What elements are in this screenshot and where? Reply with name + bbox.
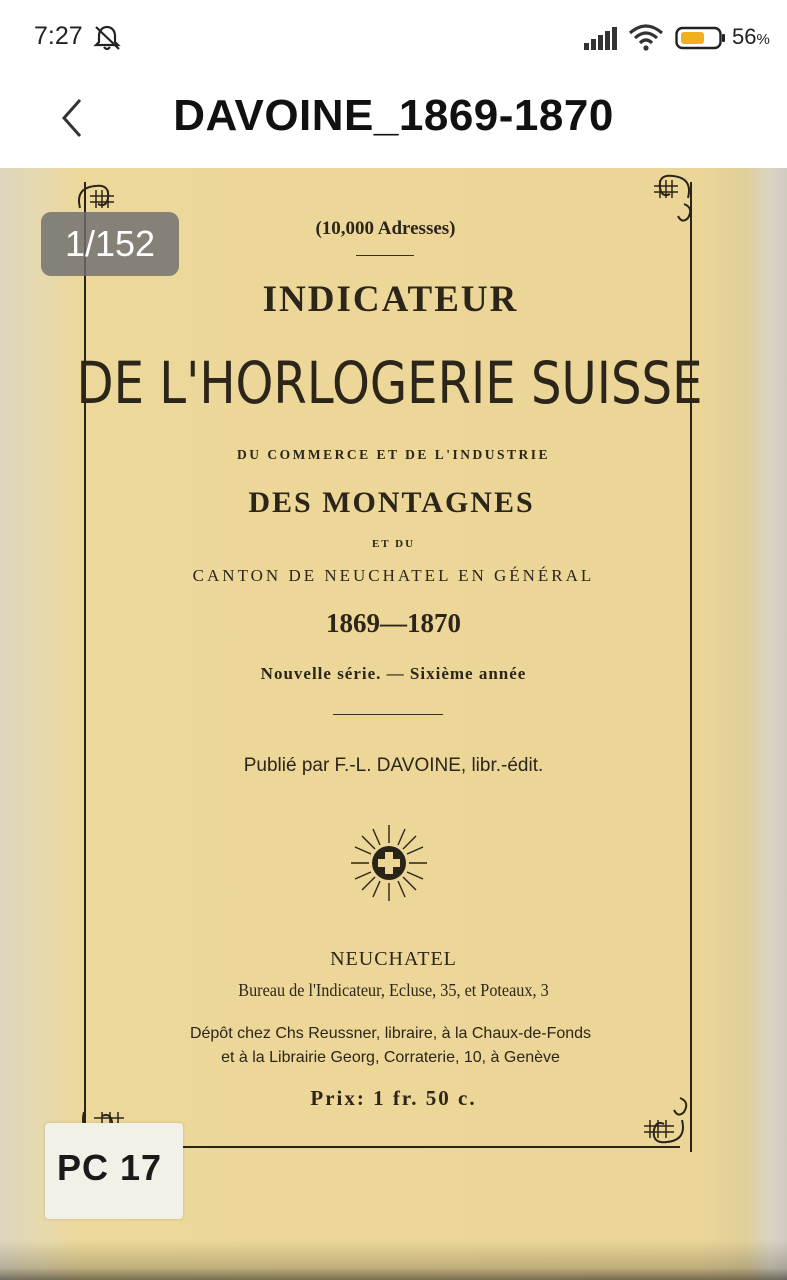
page-counter-badge[interactable]: 1/152 bbox=[41, 212, 179, 276]
doc-canton: CANTON DE NEUCHATEL EN GÉNÉRAL bbox=[192, 566, 595, 585]
page-title: DAVOINE_1869-1870 bbox=[173, 91, 614, 140]
doc-subtitle-commerce: DU COMMERCE ET DE L'INDUSTRIE bbox=[236, 447, 551, 462]
doc-serie: Nouvelle série. — Sixième année bbox=[260, 664, 527, 683]
battery-percentage: 56% bbox=[732, 24, 770, 49]
divider bbox=[333, 714, 443, 715]
doc-title-horlogerie: DE L'HORLOGERIE SUISSE bbox=[76, 349, 703, 417]
library-shelf-label bbox=[45, 1123, 183, 1219]
doc-et-du: ET DU bbox=[371, 538, 416, 550]
status-bar bbox=[0, 0, 787, 74]
document-viewer[interactable] bbox=[0, 168, 787, 1280]
doc-adresses: (10,000 Adresses) bbox=[315, 218, 456, 239]
doc-years: 1869—1870 bbox=[326, 608, 461, 638]
doc-publisher: Publié par F.-L. DAVOINE, libr.-édit. bbox=[243, 755, 544, 776]
scanned-page[interactable] bbox=[0, 168, 787, 1280]
doc-price: Prix: 1 fr. 50 c. bbox=[310, 1086, 477, 1110]
doc-bureau-address: Bureau de l'Indicateur, Ecluse, 35, et Poteaux, 3 bbox=[238, 980, 549, 1000]
library-shelf-label-text: PC 17 bbox=[57, 1147, 163, 1188]
doc-depot-line1: Dépôt chez Chs Reussner, libraire, à la Chaux-de-Fonds bbox=[189, 1025, 592, 1042]
wifi-icon bbox=[628, 23, 664, 51]
cover-border-bottom bbox=[100, 1146, 680, 1148]
doc-title-indicateur: INDICATEUR bbox=[262, 279, 519, 320]
divider bbox=[356, 255, 414, 256]
swiss-cross-emblem-icon bbox=[349, 823, 429, 903]
doc-title-montagnes: DES MONTAGNES bbox=[248, 486, 535, 519]
status-time: 7:27 bbox=[34, 22, 83, 50]
doc-depot-line2: et à la Librairie Georg, Corraterie, 10, à Genève bbox=[221, 1049, 560, 1066]
doc-city: NEUCHATEL bbox=[330, 948, 457, 970]
notifications-muted-icon bbox=[92, 24, 122, 52]
app-header bbox=[0, 74, 787, 168]
scan-edge-shadow bbox=[0, 1240, 787, 1280]
signal-strength-icon bbox=[583, 26, 619, 50]
battery-icon bbox=[675, 26, 727, 50]
